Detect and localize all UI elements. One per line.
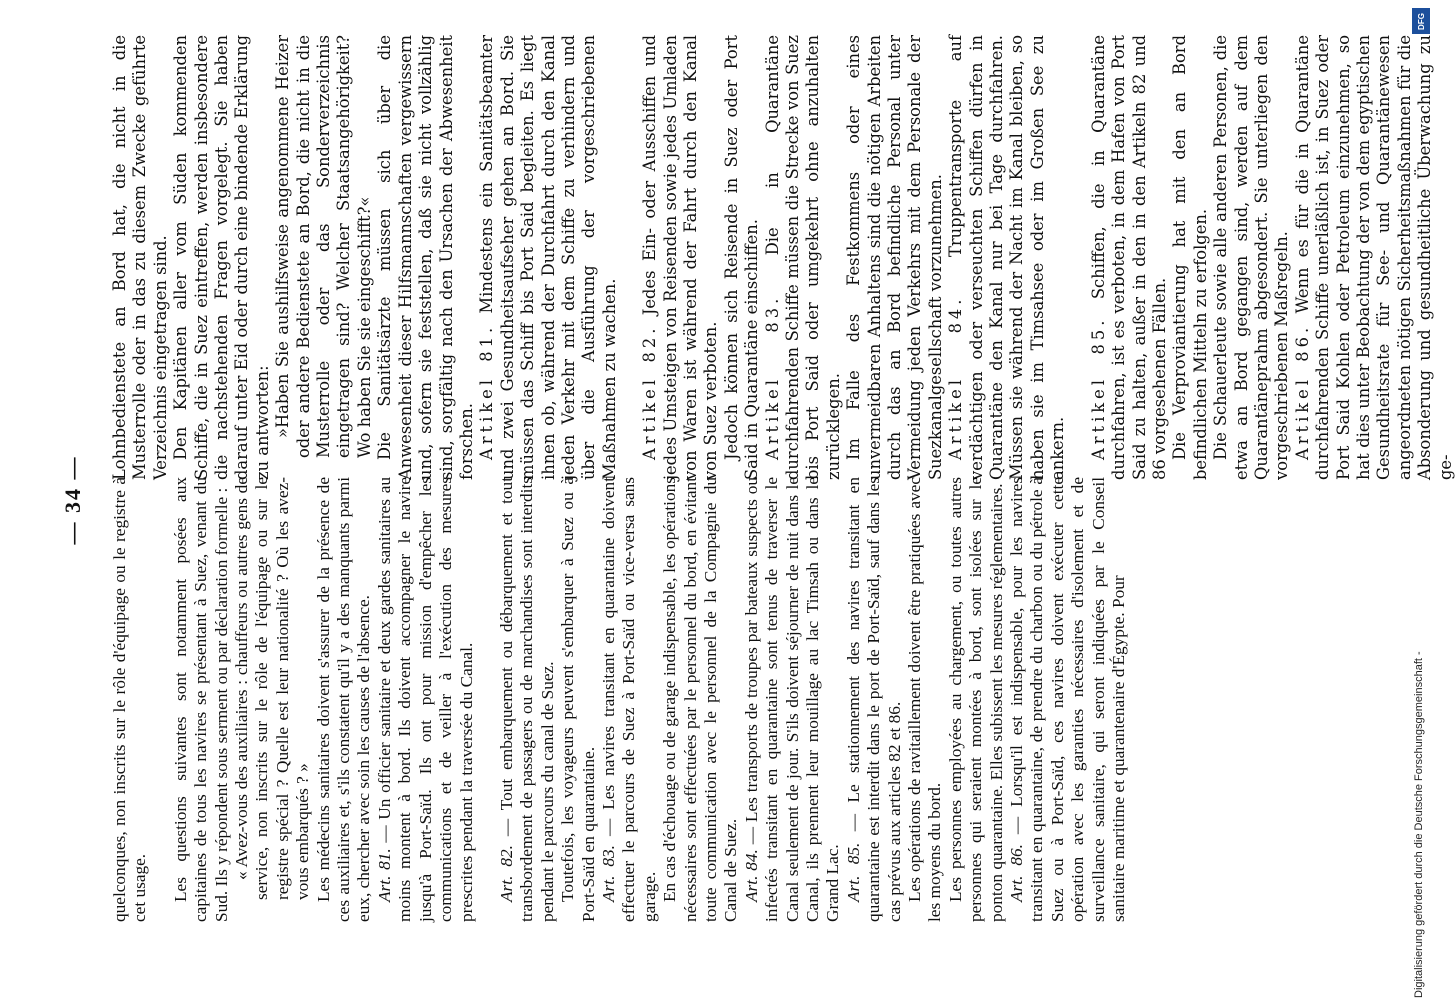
german-paragraph: Den Kapitänen aller vom Süden kommenden Schiffe, die in Suez eintreffen, werden insbesondere die nachstehenden Fragen vorgelegt. Sie haben darauf unter Eid oder durch eine bindende Erklärung zu antworten: <box>171 35 272 480</box>
french-paragraph <box>1007 477 1129 922</box>
article-heading: Art. 82. <box>496 845 516 902</box>
article-body: Jedes Ein- oder Ausschiffen und jedes Umsteigen von Reisenden sowie jedes Umladen von Waren ist während der Fahrt durch den Kanal von Suez verboten. <box>640 35 721 480</box>
paragraph-gap <box>477 477 497 922</box>
article-heading: Art. 81. <box>374 848 394 902</box>
german-paragraph: Die Sanitätsärzte müssen sich über die Anwesenheit dieser Hilfsmannschaften vergewissern und, sofern sie feststellen, daß sie nicht vollzählig sind, sorgfältig nach den Ursachen der Abwesenheit forschen. <box>375 35 476 480</box>
article-body: — Un officier sanitaire et deux gardes sanitaires au moins montent à bord. Ils doivent accompagner le navire jusqu'à Port-Saïd. Ils ont pour mission d'empêcher les communications et de veiller à l'exécution des mesures prescrites pendant la traversée du Canal. <box>374 477 476 922</box>
article-body: Schiffen, die in Quarantäne durchfahren, ist es verboten, in dem Hafen von Port Said zu halten, außer in den in den Artikeln 82 und 86 vorgesehenen Fällen. <box>1088 34 1169 480</box>
german-paragraph: Die Schauerleute sowie alle anderen Personen, die etwa an Bord gegangen sind, werden auf dem Quarantäneprahm abgesondert. Sie unterliegen den vorgeschriebenen Maßregeln. <box>1211 35 1292 480</box>
french-paragraph: « Avez-vous des auxiliaires : chauffeurs ou autres gens de service, non inscrits sur le rôle de l'équipage ou sur le registre spécial ? Quelle est leur nationalité ? Où les avez-vous embarqués ? » <box>232 477 313 900</box>
french-paragraph: Toutefois, les voyageurs peuvent s'embarquer à Suez ou à Port-Saïd en quarantaine. <box>558 477 598 922</box>
article-heading: Art. 84. <box>741 849 761 902</box>
french-paragraph: Les médecins sanitaires doivent s'assurer de la présence de ces auxiliaires et, s'ils constatent qu'il y a des manquants parmi eux, chercher avec soin les causes de l'absence. <box>313 477 374 922</box>
article-body: — Le stationnement des navires transitant en quarantaine est interdit dans le port de Port-Saïd, sauf dans les cas prévus aux articles 82 et 86. <box>843 477 904 922</box>
dfg-logo-text: DFG <box>1416 12 1426 30</box>
article-body: — Les navires transitant en quarantaine doivent effectuer le parcours de Suez à Port-Saïd ou vice-versa sans garage. <box>598 477 659 922</box>
article-heading: Artikel 82. <box>640 324 660 460</box>
german-paragraph <box>763 35 845 480</box>
article-heading: Artikel 86. <box>1292 323 1312 460</box>
article-heading: Artikel 84. <box>946 295 966 460</box>
article-body: — Lorsqu'il est indispensable, pour les navires transitant en quarantaine, de prendre du charbon ou du pétrole à Suez ou à Port-Saïd, ces navires doivent exécuter cette opération avec les garanties nécessaires d'isolement et de surveillance sanitaire, qui seront indiquées par le Conseil sanitaire maritime et quarantenaire d'Égypte. Pour <box>1007 477 1129 922</box>
french-paragraph: Les questions suivantes sont notamment posées aux capitaines de tous les navires se présentant à Suez, venant du Sud. Ils y répondent sous serment ou par déclaration formelle : <box>170 477 231 922</box>
article-heading: Artikel 85. <box>1088 316 1108 460</box>
german-paragraph: Die Verproviantierung hat mit den an Bord befindlichen Mitteln zu erfolgen. <box>1170 35 1210 480</box>
article-body: Mindestens ein Sanitätsbeamter und zwei Gesundheitsaufseher gehen an Bord. Sie müssen das Schiff bis Port Said begleiten. Es liegt ihnen ob, während der Durchfahrt durch den Kanal jeden Verkehr mit dem Schiffe zu verhindern und über die Ausführung der vorgeschriebenen Maßnahmen zu wachen. <box>477 35 619 480</box>
article-heading: Art. 83. <box>598 845 618 902</box>
side-note-text: Digitalisierung gefördert durch die Deutsche Forschungsgemeinschaft - <box>1413 651 1425 998</box>
french-paragraph: En cas d'échouage ou de garage indispensable, les opérations nécessaires sont effectuées par le personnel du bord, en évitant toute communication avec le personnel de la Compagnie du Canal de Suez. <box>660 477 741 922</box>
german-paragraph <box>477 35 620 480</box>
french-paragraph <box>844 477 905 922</box>
article-body: — Les transports de troupes par bateaux suspects ou infectés transitant en quarantaine sont tenus de traverser le Canal seulement de jour. S'ils doivent séjourner de nuit dans le Canal, ils prennent leur mouillage au lac Timsah ou dans le Grand Lac. <box>741 476 843 922</box>
german-paragraph <box>946 35 1068 480</box>
french-paragraph <box>599 477 660 922</box>
article-body: — Tout embarquement ou débarquement et tout transbordement de passagers ou de marchandises sont interdits pendant le parcours du canal de Suez. <box>496 477 557 922</box>
paragraph-gap <box>620 35 640 480</box>
paragraph-gap <box>1069 35 1089 480</box>
dfg-logo <box>1412 8 1430 34</box>
article-heading: Artikel 83. <box>762 294 782 460</box>
article-heading: Art. 86. <box>1007 844 1027 902</box>
article-body: Wenn es für die in Quarantäne durchfahrenden Schiffe unerläßlich ist, in Suez oder Port Said Kohlen oder Petroleum einzunehmen, so hat dies unter Beobachtung der von dem egyptischen Gesundheitsrate für See- und Quarantänewesen angeordneten nötigen Sicherheitsmaßnahmen für die Absonderung und gesundheitliche Überwachung zu ge- <box>1292 35 1455 480</box>
paragraph-gap <box>151 477 171 922</box>
german-paragraph <box>1089 35 1171 480</box>
article-heading: Artikel 81. <box>477 323 497 460</box>
side-note <box>1408 8 1432 998</box>
french-paragraph: quelconques, non inscrits sur le rôle d'équipage ou le registre à cet usage. <box>110 477 150 922</box>
german-column <box>110 35 1456 480</box>
article-heading: Art. 85. <box>843 842 863 902</box>
german-paragraph: Im Falle des Festkommens oder eines unvermeidbaren Anhaltens sind die nötigen Arbeiten durch das an Bord befindliche Personal unter Vermeidung jeden Verkehrs mit dem Personale der Suezkanalgesellschaft vorzunehmen. <box>844 35 945 480</box>
german-paragraph: »Haben Sie aushilfsweise angenommene Heizer oder andere Bedienstete an Bord, die nicht in die Musterrolle oder das Sonderverzeichnis eingetragen sind? Welcher Staatsangehörigkeit? Wo haben Sie sie eingeschifft?« <box>273 35 374 458</box>
german-paragraph: Jedoch können sich Reisende in Suez oder Port Said in Quarantäne einschiffen. <box>721 35 762 480</box>
french-column <box>110 477 1130 922</box>
german-paragraph <box>640 35 722 480</box>
article-body: Die in Quarantäne durchfahrenden Schiffe müssen die Strecke von Suez bis Port Said oder umgekehrt ohne anzuhalten zurücklegen. <box>762 35 843 480</box>
french-paragraph: Les opérations de ravitaillement doivent être pratiquées avec les moyens du bord. <box>905 477 945 922</box>
french-paragraph <box>742 477 844 922</box>
french-paragraph <box>497 477 558 922</box>
page-number: — 34 — <box>60 455 85 545</box>
french-paragraph: Les personnes employées au chargement, ou toutes autres personnes qui seraient montées à bord, sont isolées sur le ponton quarantaine. Elles subissent les mesures réglementaires. <box>945 477 1006 922</box>
french-paragraph <box>375 477 477 922</box>
german-paragraph: Lohnbedienstete an Bord hat, die nicht in die Musterrolle oder in das zu diesem Zwecke geführte Verzeichnis eingetragen sind. <box>110 35 170 480</box>
article-body: Truppentransporte auf verdächtigen oder verseuchten Schiffen dürfen in Quarantäne den Kanal nur bei Tage durchfahren. Müssen sie während der Nacht im Kanal bleiben, so haben sie im Timsahsee oder im Großen See zu ankern. <box>946 35 1068 480</box>
